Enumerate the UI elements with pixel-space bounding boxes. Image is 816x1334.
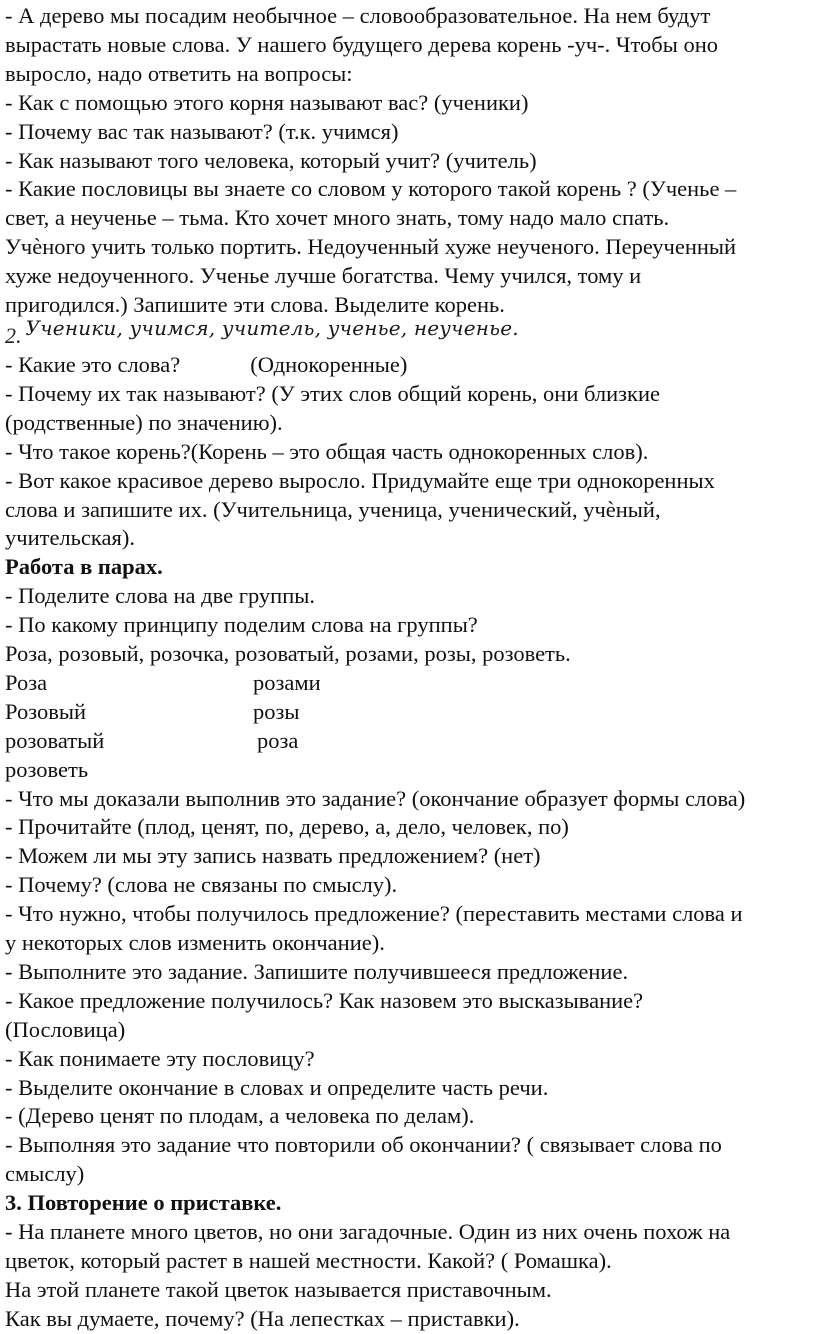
text-line: - По какому принципу поделим слова на группы?	[5, 612, 478, 638]
text-line: свет, а неученье – тьма. Кто хочет много знать, тому надо мало спать.	[5, 205, 670, 231]
text-line: - Почему их так называют? (У этих слов общий корень, они близкие	[5, 380, 661, 406]
paragraph-proverb	[5, 785, 810, 1190]
text-line: - Выполните это задание. Запишите получившееся предложение.	[5, 958, 629, 984]
text-line: - Выделите окончание в словах и определите часть речи.	[5, 1074, 549, 1100]
text-line: - Почему? (слова не связаны по смыслу).	[5, 872, 398, 898]
text-line: пригодился.) Запишите эти слова. Выделите корень.	[5, 292, 505, 318]
text-line: - Что мы доказали выполнив это задание? (окончание образует формы слова)	[5, 785, 746, 811]
text-line: хуже недоученного. Ученье лучше богатства. Чему учился, тому и	[5, 263, 642, 289]
heading-section-3: 3. Повторение о приставке.	[5, 1190, 282, 1216]
word-row	[5, 756, 810, 785]
text-line: смыслу)	[5, 1161, 85, 1187]
text-line: - Как называют того человека, который учит? (учитель)	[5, 147, 537, 173]
paragraph-questions	[5, 351, 810, 553]
word-right: роза	[257, 727, 299, 753]
text-line: цветок, который растет в нашей местности. Какой? ( Ромашка).	[5, 1248, 612, 1273]
word-groups-table	[5, 669, 810, 785]
text-line: - Вот какое красивое дерево выросло. Придумайте еще три однокоренных	[5, 467, 715, 493]
text-line: - На планете много цветов, но они загадочные. Один из них очень похож на	[5, 1219, 731, 1245]
text-line: у некоторых слов изменить окончание).	[5, 930, 385, 956]
paragraph-intro	[5, 2, 810, 320]
word-row	[5, 698, 810, 727]
text-line: - Почему вас так называют? (т.к. учимся)	[5, 118, 399, 144]
heading-pair-work: Работа в парах.	[5, 554, 163, 580]
text-line: - Что такое корень?(Корень – это общая часть однокоренных слов).	[5, 438, 649, 464]
answer-text: (Однокоренные)	[250, 351, 408, 377]
word-right: розы	[253, 698, 300, 724]
text-line: Учѐного учить только портить. Недоученный хуже неученого. Переученный	[5, 234, 737, 260]
word-left: Роза	[5, 669, 48, 695]
text-line: слова и запишите их. (Учительница, ученица, ученический, учѐный,	[5, 496, 661, 522]
text-line: - Как понимаете эту пословицу?	[5, 1045, 315, 1071]
handwritten-example	[5, 316, 810, 351]
paragraph-prefix	[5, 1218, 810, 1334]
question-text: - Какие это слова?	[5, 351, 181, 377]
text-line: (Пословица)	[5, 1016, 126, 1042]
word-row	[5, 669, 810, 698]
text-line: Как вы думаете, почему? (На лепестках – приставки).	[5, 1305, 520, 1331]
text-line: - Какие пословицы вы знаете со словом у которого такой корень ? (Ученье –	[5, 176, 737, 202]
text-line	[5, 351, 810, 380]
text-line: - А дерево мы посадим необычное – словообразовательное. На нем будут	[5, 3, 711, 28]
text-line: - Поделите слова на две группы.	[5, 583, 315, 609]
text-line: - Прочитайте (плод, ценят, по, дерево, а, дело, человек, по)	[5, 814, 569, 840]
word-left: Розовый	[5, 698, 86, 724]
text-line: - Можем ли мы эту запись назвать предложением? (нет)	[5, 843, 541, 869]
text-line: вырастать новые слова. У нашего будущего дерева корень -уч-. Чтобы оно	[5, 31, 719, 57]
text-line: учительская).	[5, 525, 135, 551]
word-left: розоветь	[5, 756, 89, 782]
word-right: розами	[253, 669, 321, 695]
text-line: - Как с помощью этого корня называют вас? (ученики)	[5, 89, 529, 115]
text-line: (родственные) по значению).	[5, 409, 283, 435]
text-line: На этой планете такой цветок называется приставочным.	[5, 1276, 552, 1302]
word-row	[5, 727, 810, 756]
handwritten-words: Ученики, учимся, учитель, ученье, неученье.	[25, 316, 519, 341]
text-line: - Что нужно, чтобы получилось предложение? (переставить местами слова и	[5, 901, 743, 927]
text-line: - (Дерево ценят по плодам, а человека по делам).	[5, 1103, 475, 1129]
word-left: розоватый	[5, 727, 105, 753]
text-line: - Какое предложение получилось? Как назовем это высказывание?	[5, 987, 644, 1013]
text-line: Роза, розовый, розочка, розоватый, розами, розы, розоветь.	[5, 641, 571, 667]
text-line: выросло, надо ответить на вопросы:	[5, 60, 353, 86]
example-number: 2.	[5, 323, 22, 349]
text-line: - Выполняя это задание что повторили об окончании? ( связывает слова по	[5, 1132, 722, 1158]
